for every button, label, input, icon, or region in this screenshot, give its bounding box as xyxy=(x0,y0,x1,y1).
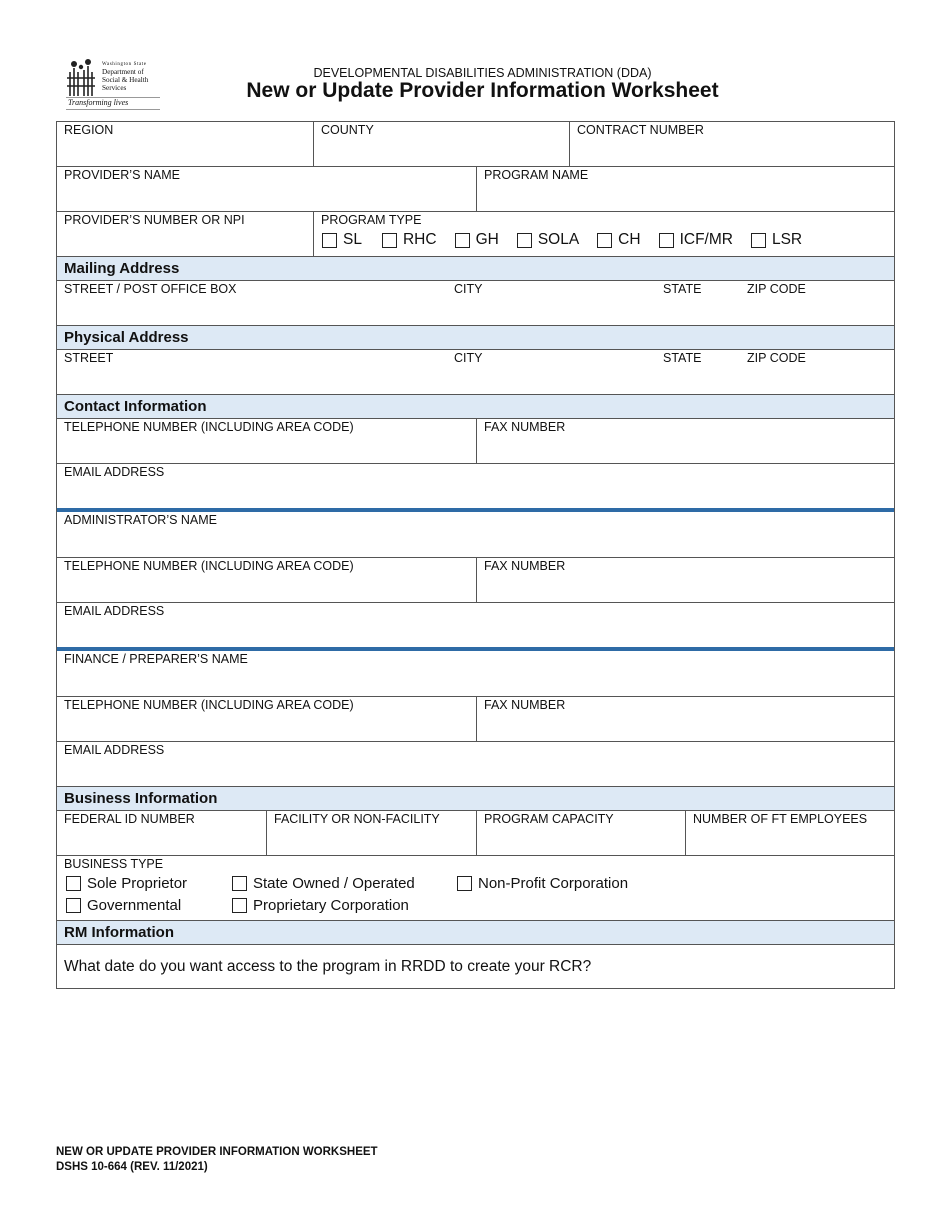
business-type-proprietary[interactable] xyxy=(232,897,409,914)
providers-number-field[interactable] xyxy=(57,212,313,256)
federal-id-field[interactable] xyxy=(57,811,266,855)
checkbox[interactable] xyxy=(322,233,337,248)
region-label: REGION xyxy=(64,123,114,137)
physical-address-header: Physical Address xyxy=(57,325,894,349)
mailing-street-label: STREET / POST OFFICE BOX xyxy=(64,282,237,296)
option-label: CH xyxy=(618,231,641,248)
contract-number-label: CONTRACT NUMBER xyxy=(577,123,704,137)
county-field[interactable] xyxy=(313,122,569,166)
administrator-name-label: ADMINISTRATOR’S NAME xyxy=(64,513,218,527)
option-label: Sole Proprietor xyxy=(87,875,188,892)
option-label: SOLA xyxy=(537,231,580,248)
program-type-label: PROGRAM TYPE xyxy=(321,213,422,227)
physical-city-label: CITY xyxy=(454,351,483,365)
checkbox[interactable] xyxy=(382,233,397,248)
administrator-name-field[interactable] xyxy=(57,512,894,557)
business-information-header: Business Information xyxy=(57,786,894,810)
program-type-field xyxy=(313,212,894,256)
logo-tagline: Transforming lives xyxy=(68,98,129,107)
option-label: Proprietary Corporation xyxy=(253,897,409,914)
footer xyxy=(56,1145,378,1175)
finance-name-field[interactable] xyxy=(57,651,894,696)
mailing-city-label: CITY xyxy=(454,282,483,296)
program-type-option-lsr[interactable] xyxy=(751,231,802,249)
page-title: New or Update Provider Information Worksheet xyxy=(246,79,719,102)
business-type-label: BUSINESS TYPE xyxy=(64,857,164,871)
facility-field[interactable] xyxy=(266,811,476,855)
logo-department: Department of Social & Health Services xyxy=(102,68,149,92)
option-label: GH xyxy=(475,231,499,248)
email-label: EMAIL ADDRESS xyxy=(64,743,165,757)
ft-employees-field[interactable] xyxy=(685,811,894,855)
telephone-label: TELEPHONE NUMBER (INCLUDING AREA CODE) xyxy=(64,698,354,712)
contact-fax-field[interactable] xyxy=(476,419,894,463)
county-label: COUNTY xyxy=(321,123,374,137)
providers-name-field[interactable] xyxy=(57,167,476,211)
physical-street-label: STREET xyxy=(64,351,114,365)
program-type-option-ch[interactable] xyxy=(597,231,640,249)
email-label: EMAIL ADDRESS xyxy=(64,604,165,618)
program-type-option-sl[interactable] xyxy=(322,231,362,249)
worksheet-form xyxy=(56,121,895,989)
business-type-state-owned[interactable] xyxy=(232,875,415,892)
program-type-option-sola[interactable] xyxy=(517,231,579,249)
checkbox[interactable] xyxy=(517,233,532,248)
physical-address-row[interactable] xyxy=(57,349,894,394)
checkbox[interactable] xyxy=(232,876,247,891)
checkbox[interactable] xyxy=(597,233,612,248)
fax-label: FAX NUMBER xyxy=(484,420,566,434)
logo-rule-bottom xyxy=(66,109,160,110)
contact-phone-row xyxy=(57,418,894,463)
facility-label: FACILITY OR NON-FACILITY xyxy=(274,812,440,826)
rm-question-row[interactable] xyxy=(57,944,894,988)
finance-email-field[interactable] xyxy=(57,742,894,786)
administrator-email-row xyxy=(57,602,894,647)
physical-zip-label: ZIP CODE xyxy=(747,351,806,365)
finance-name-row xyxy=(57,651,894,696)
finance-email-row xyxy=(57,741,894,786)
administrator-fax-field[interactable] xyxy=(476,558,894,602)
agency-name: DEVELOPMENTAL DISABILITIES ADMINISTRATION (DDA) xyxy=(313,66,652,80)
contact-telephone-field[interactable] xyxy=(57,419,476,463)
option-label: Governmental xyxy=(87,897,182,914)
email-label: EMAIL ADDRESS xyxy=(64,465,165,479)
program-name-field[interactable] xyxy=(476,167,894,211)
footer-form-number: DSHS 10-664 (REV. 11/2021) xyxy=(56,1161,208,1173)
logo-state: Washington State xyxy=(102,62,147,67)
ft-employees-label: NUMBER OF FT EMPLOYEES xyxy=(693,812,868,826)
region-row xyxy=(57,121,894,166)
checkbox[interactable] xyxy=(66,876,81,891)
program-type-option-rhc[interactable] xyxy=(382,231,437,249)
providers-number-label: PROVIDER’S NUMBER OR NPI xyxy=(64,213,245,227)
program-type-option-icfmr[interactable] xyxy=(659,231,733,249)
administrator-phone-row xyxy=(57,557,894,602)
checkbox[interactable] xyxy=(751,233,766,248)
business-ids-row xyxy=(57,810,894,855)
administrator-email-field[interactable] xyxy=(57,603,894,647)
checkbox[interactable] xyxy=(659,233,674,248)
business-type-governmental[interactable] xyxy=(66,897,181,914)
finance-fax-field[interactable] xyxy=(476,697,894,741)
option-label: State Owned / Operated xyxy=(253,875,415,892)
rm-information-header: RM Information xyxy=(57,920,894,944)
finance-name-label: FINANCE / PREPARER’S NAME xyxy=(64,652,248,666)
rm-question: What date do you want access to the program in RRDD to create your RCR? xyxy=(64,958,592,975)
program-type-row xyxy=(57,211,894,256)
option-label: SL xyxy=(343,231,362,248)
checkbox[interactable] xyxy=(232,898,247,913)
mailing-address-header: Mailing Address xyxy=(57,256,894,280)
providers-name-label: PROVIDER’S NAME xyxy=(64,168,180,182)
region-field[interactable] xyxy=(57,122,313,166)
program-capacity-field[interactable] xyxy=(476,811,685,855)
mailing-state-label: STATE xyxy=(663,282,702,296)
program-capacity-label: PROGRAM CAPACITY xyxy=(484,812,614,826)
business-type-sole-proprietor[interactable] xyxy=(66,875,187,892)
federal-id-label: FEDERAL ID NUMBER xyxy=(64,812,195,826)
administrator-telephone-field[interactable] xyxy=(57,558,476,602)
footer-form-title: NEW OR UPDATE PROVIDER INFORMATION WORKSHEET xyxy=(56,1146,378,1158)
fax-label: FAX NUMBER xyxy=(484,559,566,573)
option-label: ICF/MR xyxy=(679,231,733,248)
contract-number-field[interactable] xyxy=(569,122,894,166)
business-type-non-profit[interactable] xyxy=(457,875,628,892)
contact-email-field[interactable] xyxy=(57,464,894,508)
mailing-zip-label: ZIP CODE xyxy=(747,282,806,296)
contact-email-row xyxy=(57,463,894,508)
telephone-label: TELEPHONE NUMBER (INCLUDING AREA CODE) xyxy=(64,420,354,434)
administrator-name-row xyxy=(57,512,894,557)
finance-phone-row xyxy=(57,696,894,741)
finance-telephone-field[interactable] xyxy=(57,697,476,741)
contact-information-header: Contact Information xyxy=(57,394,894,418)
program-type-options xyxy=(322,231,802,249)
checkbox[interactable] xyxy=(455,233,470,248)
option-label: Non-Profit Corporation xyxy=(478,875,629,892)
checkbox[interactable] xyxy=(457,876,472,891)
telephone-label: TELEPHONE NUMBER (INCLUDING AREA CODE) xyxy=(64,559,354,573)
option-label: RHC xyxy=(402,231,437,248)
physical-state-label: STATE xyxy=(663,351,702,365)
program-type-option-gh[interactable] xyxy=(455,231,499,249)
business-type-row xyxy=(57,855,894,920)
mailing-address-row[interactable] xyxy=(57,280,894,325)
checkbox[interactable] xyxy=(66,898,81,913)
program-name-label: PROGRAM NAME xyxy=(484,168,589,182)
option-label: LSR xyxy=(771,231,803,248)
provider-row xyxy=(57,166,894,211)
fax-label: FAX NUMBER xyxy=(484,698,566,712)
